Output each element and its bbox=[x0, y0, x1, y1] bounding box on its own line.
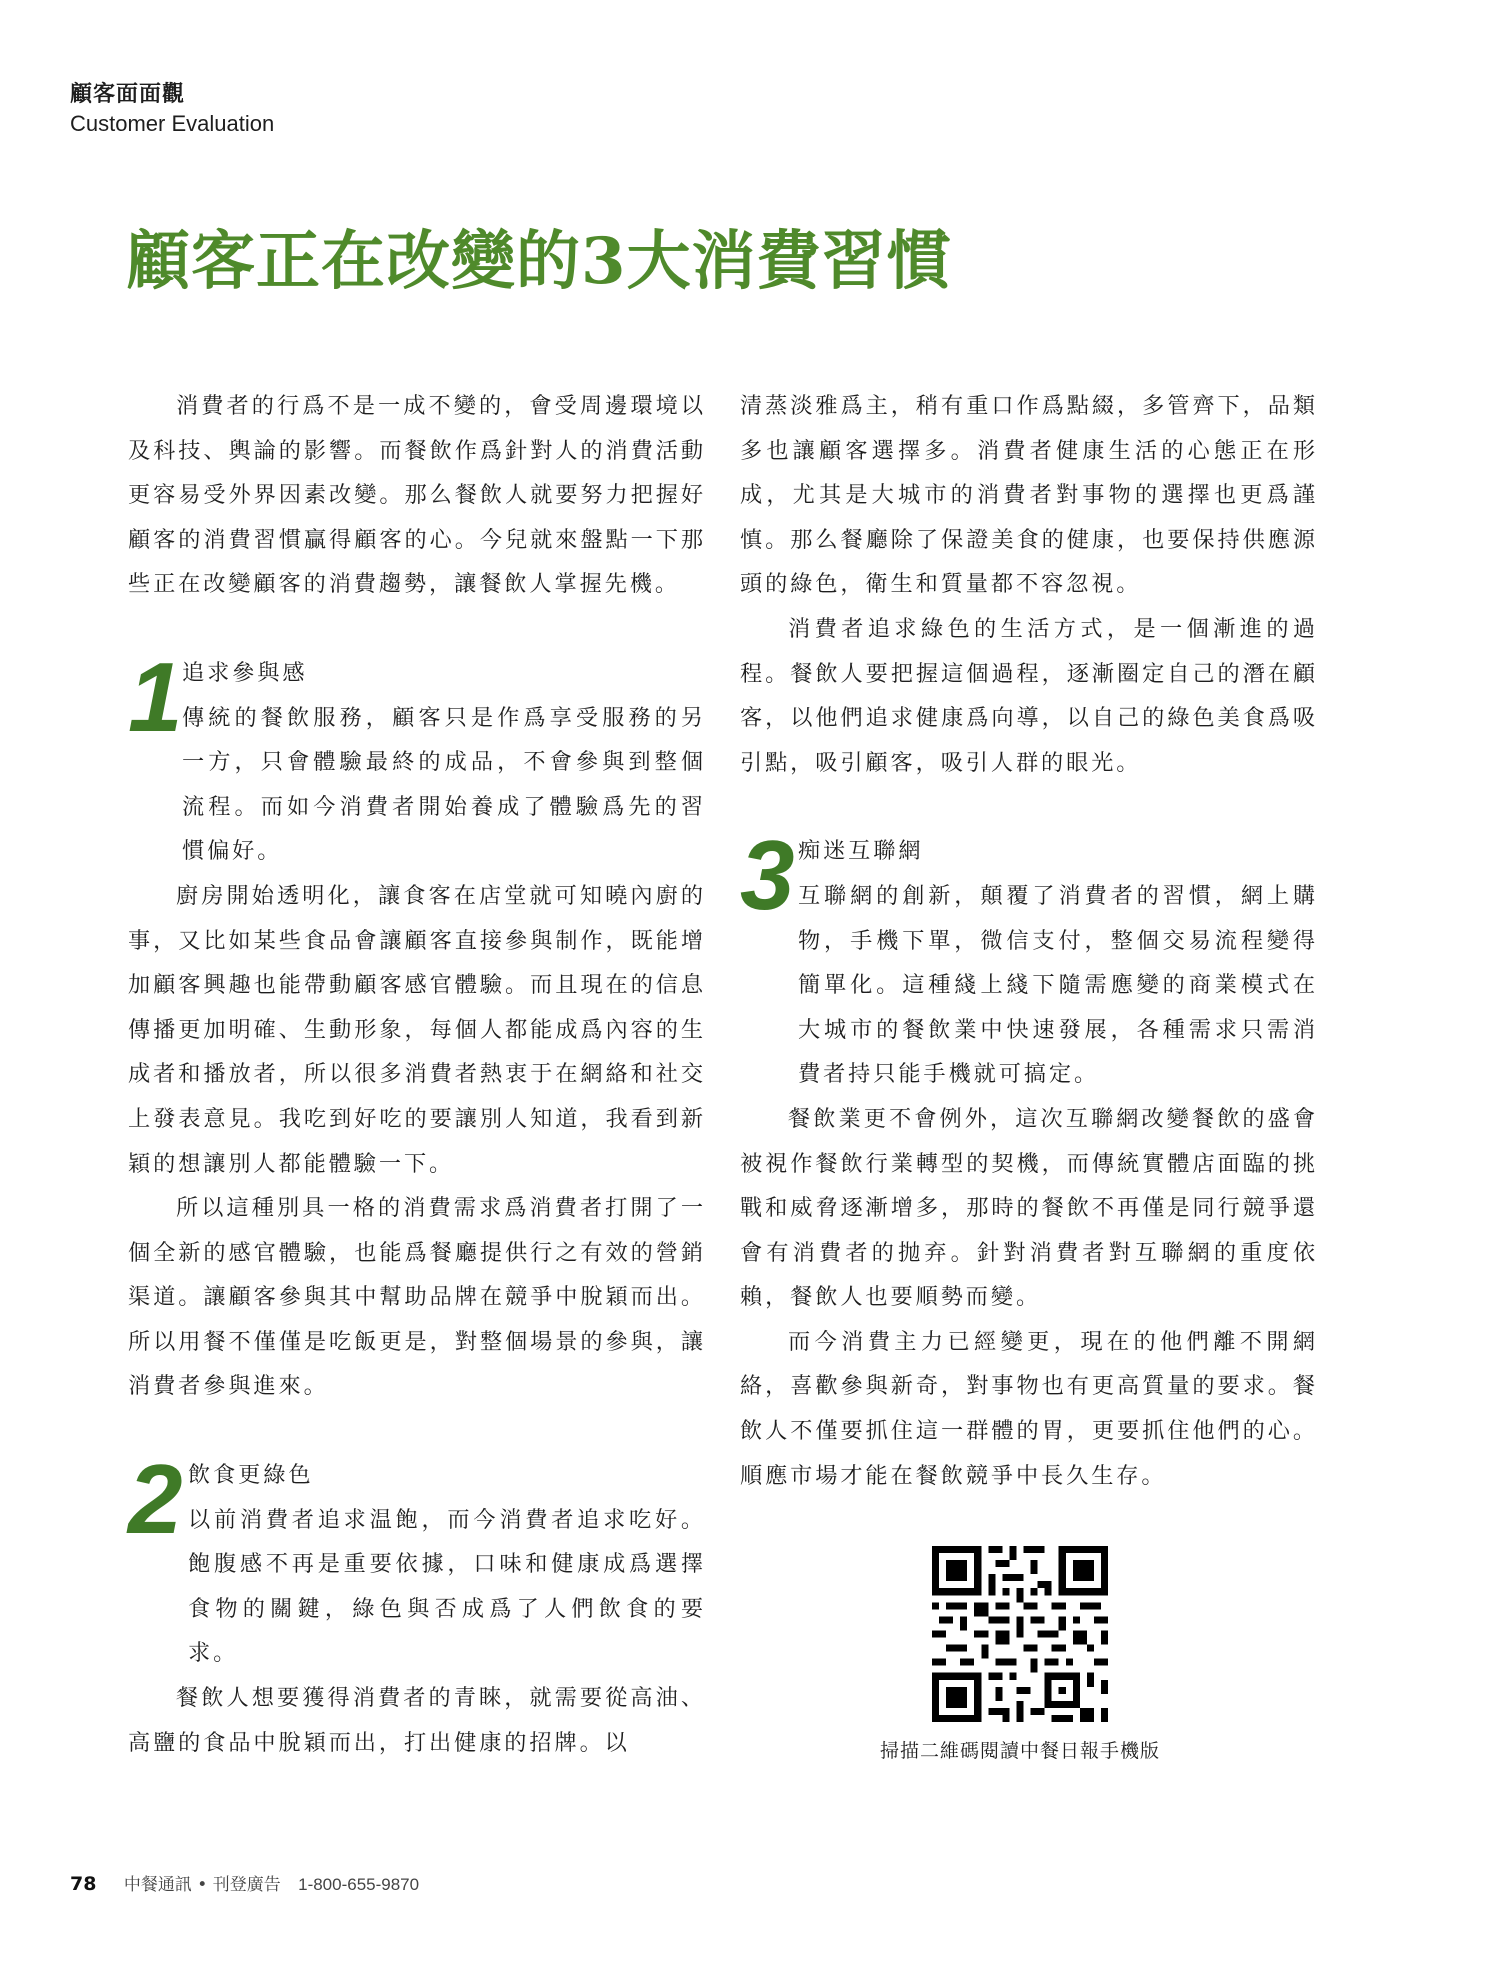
intro-paragraph: 消費者的行爲不是一成不變的，會受周邊環境以及科技、輿論的影響。而餐飲作爲針對人的消費活動更容易受外界因素改變。那么餐飲人就要努力把握好顧客的消費習慣贏得顧客的心。今兒就來盤點一下那些正在改變顧客的消費趨勢，讓餐飲人掌握先機。 bbox=[128, 393, 706, 598]
qr-code bbox=[932, 1546, 1108, 1722]
spacer bbox=[128, 1409, 706, 1453]
right-column bbox=[740, 384, 1318, 1498]
page-footer bbox=[70, 1872, 419, 1897]
section-1-number: 1 bbox=[128, 641, 183, 752]
section-1-paragraph: 所以這種別具一格的消費需求爲消費者打開了一個全新的感官體驗，也能爲餐廳提供行之有效的營銷渠道。讓顧客參與其中幫助品牌在競爭中脫穎而出。所以用餐不僅僅是吃飯更是，對整個場景的參與，讓消費者參與進來。 bbox=[128, 1195, 706, 1400]
section-label bbox=[70, 80, 274, 138]
page-number: 78 bbox=[70, 1873, 97, 1895]
section-3-number: 3 bbox=[740, 820, 795, 931]
section-1-paragraph: 廚房開始透明化，讓食客在店堂就可知曉內廚的事，又比如某些食品會讓顧客直接參與制作，既能增加顧客興趣也能帶動顧客感官體驗。而且現在的信息傳播更加明確、生動形象，每個人都能成爲內容的生成者和播放者，所以很多消費者熱衷于在網絡和社交上發表意見。我吃到好吃的要讓別人知道，我看到新穎的想讓別人都能體驗一下。 bbox=[128, 882, 706, 1177]
spacer bbox=[740, 785, 1318, 829]
section-2-lead: 以前消費者追求温飽，而今消費者追求吃好。飽腹感不再是重要依據，口味和健康成爲選擇食物的關鍵，綠色與否成爲了人們飲食的要求。 bbox=[188, 1506, 706, 1667]
section-3 bbox=[740, 820, 1318, 1097]
section-2 bbox=[128, 1444, 706, 1676]
section-3-paragraph: 而今消費主力已經變更，現在的他們離不開網絡，喜歡參與新奇，對事物也有更高質量的要求。餐飲人不僅要抓住這一群體的胃，更要抓住他們的心。順應市場才能在餐飲競爭中長久生存。 bbox=[740, 1328, 1318, 1489]
section-1-heading: 追求參與感 bbox=[182, 659, 308, 686]
section-3-lead: 互聯網的創新，顛覆了消費者的習慣，網上購物，手機下單，微信支付，整個交易流程變得簡單化。這種綫上綫下隨需應變的商業模式在大城市的餐飲業中快速發展，各種需求只需消費者持只能手機就可搞定。 bbox=[798, 882, 1318, 1088]
section-2-continued: 清蒸淡雅爲主，稍有重口作爲點綴，多管齊下，品類多也讓顧客選擇多。消費者健康生活的心態正在形成，尤其是大城市的消費者對事物的選擇也更爲謹慎。那么餐廳除了保證美食的健康，也要保持供應源頭的綠色，衛生和質量都不容忽視。 bbox=[740, 393, 1318, 598]
spacer bbox=[128, 607, 706, 651]
magazine-name: 中餐通訊 • 刊登廣告 bbox=[123, 1875, 281, 1895]
section-label-zh: 顧客面面觀 bbox=[70, 82, 186, 107]
article-title: 顧客正在改變的3大消費習慣 bbox=[126, 224, 952, 299]
section-1-lead: 傳統的餐飲服務，顧客只是作爲享受服務的另一方，只會體驗最終的成品，不會參與到整個流程。而如今消費者開始養成了體驗爲先的習慣偏好。 bbox=[182, 704, 706, 865]
section-3-paragraph: 餐飲業更不會例外，這次互聯網改變餐飲的盛會被視作餐飲行業轉型的契機，而傳統實體店面臨的挑戰和威脅逐漸增多，那時的餐飲不再僅是同行競爭還會有消費者的抛弃。針對消費者對互聯網的重度依賴，餐飲人也要順勢而變。 bbox=[740, 1105, 1318, 1311]
phone-number: 1-800-655-9870 bbox=[298, 1875, 420, 1894]
left-column bbox=[128, 384, 706, 1765]
section-label-en: Customer Evaluation bbox=[70, 111, 275, 136]
section-2-paragraph: 餐飲人想要獲得消費者的青睞，就需要從高油、高鹽的食品中脫穎而出，打出健康的招牌。以 bbox=[128, 1685, 706, 1756]
section-3-heading: 痴迷互聯網 bbox=[798, 838, 924, 865]
section-1 bbox=[128, 641, 706, 874]
section-2-heading: 飲食更綠色 bbox=[188, 1462, 314, 1489]
qr-caption: 掃描二維碼閱讀中餐日報手機版 bbox=[879, 1740, 1160, 1762]
section-2-paragraph: 消費者追求綠色的生活方式，是一個漸進的過程。餐飲人要把握這個過程，逐漸圈定自己的潛在顧客，以他們追求健康爲向導，以自己的綠色美食爲吸引點，吸引顧客，吸引人群的眼光。 bbox=[740, 615, 1318, 776]
section-2-number: 2 bbox=[128, 1444, 183, 1555]
